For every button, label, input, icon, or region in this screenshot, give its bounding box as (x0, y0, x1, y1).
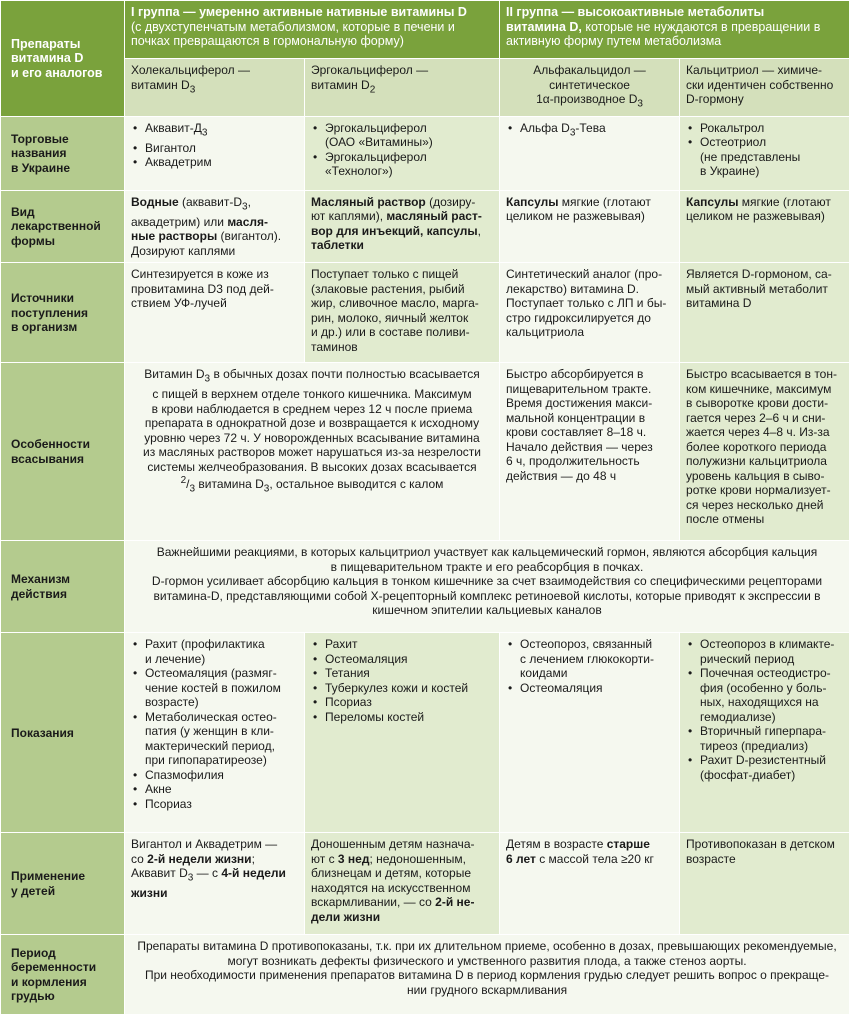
label-line: формы (11, 234, 118, 249)
mechanism-text: Важнейшими реакциями, в которых кальцитриол участвует как кальцемический гормон, являются абсорбция кальция в пищеварительном тракте и его реабсорбция в почках. D-гормон усиливает абсорбцию кальция в тонком кишечнике за счет взаимодействия со специфическими рецепторами витамина-D, представляющими собой Х-рецепторный комплекс ретиноевой кислоты, которые приводят к экспрессии в кишечном эпителии кальциевых каналов (125, 541, 849, 633)
list-item: • Вигантол (131, 141, 298, 156)
list-item: • Рахит D-резистентный (фосфат-диабет) (686, 753, 843, 782)
trade-c3 (500, 116, 680, 190)
group1-header (125, 1, 500, 59)
header-corner (1, 1, 125, 117)
col-vitamin: витамин D (131, 78, 190, 92)
indic-c2 (305, 633, 500, 833)
col-line: 1α-производное D (536, 92, 637, 106)
form-c1: Водные ($аквавит-D_3$, аквадетрим) или масля- ные растворы (вигантол). Дозируют каплями (125, 190, 305, 262)
label-line: в организм (11, 320, 118, 335)
label-line: Применение (11, 869, 118, 884)
note-line: (не представлены (686, 150, 843, 165)
subscript: 3 (637, 98, 643, 109)
row-label-pregnancy (1, 935, 125, 1015)
form-c3: Капсулы мягкие (глотают целиком не разжевывая) (500, 190, 680, 262)
col-line: Кальцитриол — химиче- (686, 63, 843, 78)
list-item: • Псориаз (311, 695, 493, 710)
list-item: • Вторичный гиперпара- тиреоз (предиализ) (686, 724, 843, 753)
kids-c1: Вигантол и Аквадетрим — со 2-й недели жизни; Аквавит $D_3$ — с 4-й недели жизни (125, 833, 305, 935)
label-line: лекарственной (11, 219, 118, 234)
list-item: • Спазмофилия (131, 768, 298, 783)
list-item: • Эргокальциферол (ОАО «Витамины») (311, 121, 493, 150)
label-line: Источники (11, 291, 118, 306)
col-name: Эргокальциферол — (311, 63, 493, 78)
list-item: • Рахит (311, 637, 493, 652)
col-line: ски идентичен собственно (686, 78, 843, 93)
col-header-cholecalciferol (125, 59, 305, 117)
corner-line: Препараты (11, 37, 118, 52)
col-header-alfacalcidol (500, 59, 680, 117)
list-item: • Переломы костей (311, 710, 493, 725)
list-item: • Рокальтрол (686, 121, 843, 136)
row-label-form (1, 190, 125, 262)
list-item: • Псориаз (131, 797, 298, 812)
list-item: • Остеопороз, связанный с лечением глюкокорти- коидами (506, 637, 673, 681)
label-line: Период (11, 946, 118, 961)
row-label-indications (1, 633, 125, 833)
trade-c2 (305, 116, 500, 190)
label-line: и кормления (11, 975, 118, 990)
corner-line: и его аналогов (11, 66, 118, 81)
col-name: Альфакальцидол — (506, 63, 673, 78)
label-line: Торговые (11, 132, 118, 147)
list-item: • Туберкулез кожи и костей (311, 681, 493, 696)
form-c4: Капсулы мягкие (глотают целиком не разжевывая) (680, 190, 849, 262)
group2-title: II группа — высокоактивные метаболиты (506, 5, 764, 19)
label-line: поступления (11, 306, 118, 321)
list-item: • Остеомаляция (311, 652, 493, 667)
label-line: у детей (11, 884, 118, 899)
label-line: всасывания (11, 452, 118, 467)
trade-c1 (125, 116, 305, 190)
col-vitamin: витамин D (311, 78, 370, 92)
list-item: • Рахит (профилактика и лечение) (131, 637, 298, 666)
col-header-ergocalciferol (305, 59, 500, 117)
subscript: 3 (190, 84, 196, 95)
list-item: • Аквадетрим (131, 155, 298, 170)
kids-c4: Противопоказан в детском возрасте (680, 833, 849, 935)
subscript: 2 (370, 84, 376, 95)
indic-c4 (680, 633, 849, 833)
list-item: • Акне (131, 782, 298, 797)
list-item: • Эргокальциферол «Технолог») (311, 150, 493, 179)
source-c1: Синтезируется в коже из провитамина D3 под дей- ствием УФ-лучей (125, 263, 305, 363)
row-label-absorption (1, 363, 125, 541)
indic-c1 (125, 633, 305, 833)
list-item: • Метаболическая остео- патия (у женщин в кли- мактерический период, при гипопаратиреозе) (131, 710, 298, 768)
kids-c2: Доношенным детям назнача- ют с 3 нед; недоношенным, близнецам и детям, которые находятся на искусственном вскармливании, — со 2-й не- дели жизни (305, 833, 500, 935)
list-item: • Альфа $D_3$-Тева (506, 121, 673, 141)
group2-header (500, 1, 849, 59)
label-line: Вид (11, 205, 118, 220)
list-item: • Остеопороз в климакте- рический период (686, 637, 843, 666)
col-line: синтетическое (506, 78, 673, 93)
label-line: Особенности (11, 437, 118, 452)
form-c2: Масляный раствор (дозиру- ют каплями), масляный раст- вор для инъекций, капсулы, таблетки (305, 190, 500, 262)
source-c3: Синтетический аналог (про- лекарство) витамина D. Поступает только с ЛП и бы- стро гидроксилируется до кальцитриола (500, 263, 680, 363)
kids-c3: Детям в возрасте старше 6 лет с массой тела ≥20 кг (500, 833, 680, 935)
label-line: беременности (11, 960, 118, 975)
list-item: • Аквавит-$Д_3$ (131, 121, 298, 141)
label-line: действия (11, 587, 118, 602)
group1-description: (с двухступенчатым метаболизмом, которые в печени и почках превращаются в гормональную форму) (131, 20, 493, 49)
label-line: Показания (11, 726, 118, 741)
list-item: • Остеомаляция (506, 681, 673, 696)
corner-line: витамина D (11, 51, 118, 66)
list-item: • Остеомаляция (размяг- чение костей в пожилом возрасте) (131, 666, 298, 710)
source-c2: Поступает только с пищей (злаковые растения, рыбий жир, сливочное масло, марга- рин, молоко, яичный желток и др.) или в составе поливи- таминов (305, 263, 500, 363)
absorb-c4: Быстро всасывается в тон- ком кишечнике, максимум в сыворотке крови дости- гается через 2–6 ч и сни- жается через 4–8 ч. Из-за более короткого периода полужизни кальцитриола уровень кальция в сыво- ротке крови нормализует- ся через несколько дней после отмены (680, 363, 849, 541)
indic-c3 (500, 633, 680, 833)
col-header-calcitriol (680, 59, 849, 117)
list-item: • Почечная остеодистро- фия (особенно у боль- ных, находящихся на гемодиализе) (686, 666, 843, 724)
label-line: Механизм (11, 572, 118, 587)
col-name: Холекальциферол — (131, 63, 298, 78)
pregnancy-text: Препараты витамина D противопоказаны, т.к. при их длительном приеме, особенно в дозах, превышающих рекомендуемые, могут возникать дефекты физического и умственного развития плода, а также стеноз аорты. При необходимости применения препаратов витамина D в период кормления грудью следует решить вопрос о прекраще- нии грудного вскармливания (125, 935, 849, 1015)
label-line: в Украине (11, 161, 118, 176)
group2-description: которые не нуждаются в превращении в активную форму путем метаболизма (506, 20, 820, 49)
note-line: в Украине) (686, 164, 843, 179)
group1-title: I группа — умеренно активные нативные витамины D (131, 5, 493, 20)
trade-c4 (680, 116, 849, 190)
group2-title-b: витамина D, (506, 20, 582, 34)
row-label-trade-names (1, 116, 125, 190)
list-item: • Тетания (311, 666, 493, 681)
row-label-sources (1, 263, 125, 363)
absorb-c3: Быстро абсорбируется в пищеварительном тракте. Время достижения макси- мальной концентрации в крови составляет 8–18 ч. Начало действия — через 6 ч, продолжительность действия — до 48 ч (500, 363, 680, 541)
absorb-c12: Витамин $D_3$ в обычных дозах почти полностью всасывается с пищей в верхнем отделе тонкого кишечника. Максимум в крови наблюдается в среднем через 12 ч после приема препарата в однократной дозе и возвращается к исходному уровню через 72 ч. У новорожденных всасывание витамина из масляных растворов может нарушаться из-за незрелости системы желчеобразования. В высоких дозах всасывается $^2/_3$ витамина $D_3$, остальное выводится с калом (125, 363, 500, 541)
source-c4: Является D-гормоном, са- мый активный метаболит витамина D (680, 263, 849, 363)
row-label-children (1, 833, 125, 935)
label-line: грудью (11, 989, 118, 1004)
col-line: D-гормону (686, 92, 843, 107)
list-item: • Остеотриол (686, 135, 843, 150)
row-label-mechanism (1, 541, 125, 633)
label-line: названия (11, 146, 118, 161)
